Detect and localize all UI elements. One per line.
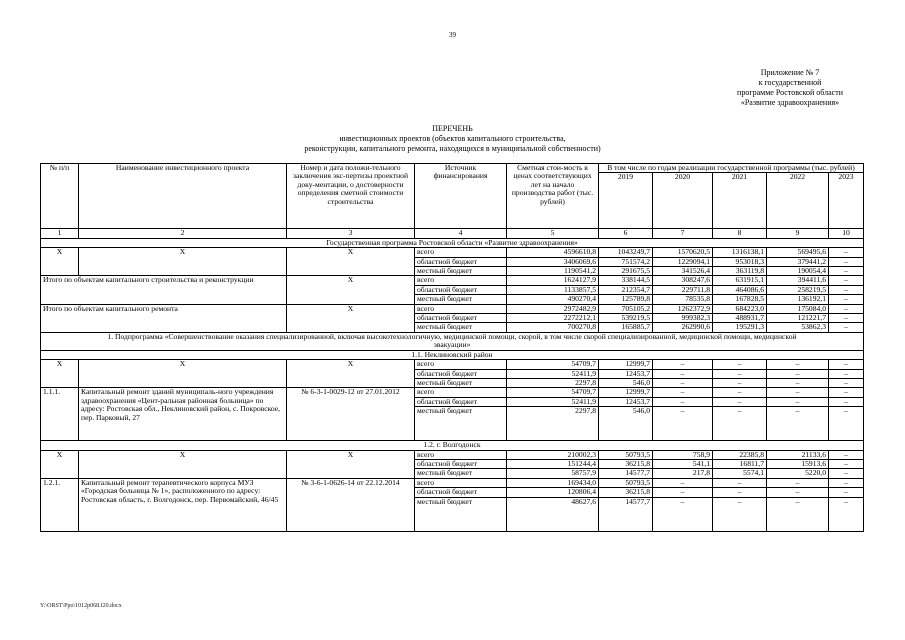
value-cell: – bbox=[767, 369, 829, 378]
value-cell: – bbox=[713, 478, 767, 487]
value-cell: 5220,0 bbox=[767, 469, 829, 478]
value-cell: 2972482,9 bbox=[507, 304, 599, 313]
col-number: 4 bbox=[415, 229, 507, 238]
source-cell: местный бюджет bbox=[415, 497, 507, 531]
value-cell: 53862,3 bbox=[767, 323, 829, 332]
header-name: Наименование инвестиционного проекта bbox=[79, 164, 287, 229]
header-expertise: Номер и дата положи-тельного заключения экс-пертизы проектной доку-ментации, о достоверности определения сметной стоимости строительства bbox=[287, 164, 415, 229]
value-cell: – bbox=[767, 397, 829, 406]
value-cell: 12999,7 bbox=[599, 360, 653, 369]
table-row bbox=[41, 276, 864, 285]
value-cell: 758,9 bbox=[653, 450, 713, 459]
value-cell: – bbox=[767, 378, 829, 387]
source-cell: местный бюджет bbox=[415, 323, 507, 332]
source-cell: областной бюджет bbox=[415, 314, 507, 323]
value-cell: 546,0 bbox=[599, 378, 653, 387]
value-cell: 22385,8 bbox=[713, 450, 767, 459]
value-cell: – bbox=[829, 478, 864, 487]
value-cell: – bbox=[829, 323, 864, 332]
value-cell: 363119,8 bbox=[713, 267, 767, 276]
value-cell: 999382,3 bbox=[653, 314, 713, 323]
value-cell: 2272212,1 bbox=[507, 314, 599, 323]
header-year: 2022 bbox=[767, 173, 829, 229]
source-cell: местный бюджет bbox=[415, 469, 507, 478]
project-name: Капитальный ремонт терапевтического корпуса МУЗ «Городская больница № 1», расположенного по адресу: Ростовская область, г. Волгодонск, пер. Первомайский, 46/45 bbox=[79, 478, 287, 531]
document-title bbox=[0, 124, 905, 154]
value-cell: 4596610,8 bbox=[507, 248, 599, 257]
value-cell: 50793,5 bbox=[599, 450, 653, 459]
value-cell: – bbox=[653, 407, 713, 441]
value-cell: 151244,4 bbox=[507, 459, 599, 468]
value-cell: – bbox=[829, 257, 864, 266]
program-title: Государственная программа Ростовской области «Развитие здравоохранения» bbox=[41, 238, 864, 247]
value-cell: 488931,7 bbox=[713, 314, 767, 323]
value-cell: – bbox=[829, 407, 864, 441]
value-cell: – bbox=[713, 407, 767, 441]
value-cell: 394411,6 bbox=[767, 276, 829, 285]
source-cell: областной бюджет bbox=[415, 257, 507, 266]
source-cell: всего bbox=[415, 450, 507, 459]
value-cell: 2297,8 bbox=[507, 378, 599, 387]
value-cell: – bbox=[829, 248, 864, 257]
value-cell: 52411,9 bbox=[507, 397, 599, 406]
value-cell: 212354,7 bbox=[599, 285, 653, 294]
value-cell: 136192,1 bbox=[767, 295, 829, 304]
project-num: 1.2.1. bbox=[41, 478, 79, 531]
source-cell: всего bbox=[415, 360, 507, 369]
x-cell: Х bbox=[287, 304, 415, 332]
value-cell: 21133,6 bbox=[767, 450, 829, 459]
column-numbers-row bbox=[41, 229, 864, 238]
header-by-years: В том числе по годам реализации государственной программы (тыс. рублей) bbox=[599, 164, 864, 173]
source-cell: всего bbox=[415, 478, 507, 487]
value-cell: – bbox=[829, 369, 864, 378]
x-cell: Х bbox=[79, 450, 287, 478]
value-cell: 16811,7 bbox=[713, 459, 767, 468]
projects-table bbox=[40, 163, 864, 532]
value-cell: 125789,8 bbox=[599, 295, 653, 304]
value-cell: 54709,7 bbox=[507, 360, 599, 369]
value-cell: 1190541,2 bbox=[507, 267, 599, 276]
district-title: 1.2. г. Волгодонск bbox=[41, 441, 864, 450]
value-cell: 490270,4 bbox=[507, 295, 599, 304]
value-cell: – bbox=[713, 397, 767, 406]
value-cell: – bbox=[713, 360, 767, 369]
header-source: Источник финансирования bbox=[415, 164, 507, 229]
col-number: 5 bbox=[507, 229, 599, 238]
col-number: 3 bbox=[287, 229, 415, 238]
source-cell: местный бюджет bbox=[415, 378, 507, 387]
project-name: Капитальный ремонт зданий муниципаль-ного учреждения здравоохранения «Цент-ральная районная больница» по адресу: Ростовская обл., Неклиновский район, с. Покровское, пер. Парковый, 27 bbox=[79, 388, 287, 441]
col-number: 10 bbox=[829, 229, 864, 238]
title-main: ПЕРЕЧЕНЬ bbox=[432, 124, 473, 133]
value-cell: 169434,0 bbox=[507, 478, 599, 487]
value-cell: 291675,5 bbox=[599, 267, 653, 276]
source-cell: областной бюджет bbox=[415, 285, 507, 294]
value-cell: 165885,7 bbox=[599, 323, 653, 332]
page-number: 39 bbox=[449, 31, 456, 39]
x-cell: Х bbox=[287, 450, 415, 478]
value-cell: 464086,6 bbox=[713, 285, 767, 294]
value-cell: – bbox=[829, 378, 864, 387]
value-cell: 15913,6 bbox=[767, 459, 829, 468]
value-cell: 631915,1 bbox=[713, 276, 767, 285]
value-cell: – bbox=[829, 450, 864, 459]
value-cell: 1229094,1 bbox=[653, 257, 713, 266]
value-cell: 705105,2 bbox=[599, 304, 653, 313]
value-cell: 569495,6 bbox=[767, 248, 829, 257]
project-expertise: № 3-6-1-0626-14 от 22.12.2014 bbox=[287, 478, 415, 531]
value-cell: 229711,8 bbox=[653, 285, 713, 294]
value-cell: – bbox=[829, 488, 864, 497]
x-cell: Х bbox=[287, 276, 415, 304]
value-cell: 341526,4 bbox=[653, 267, 713, 276]
value-cell: 195291,3 bbox=[713, 323, 767, 332]
value-cell: – bbox=[653, 369, 713, 378]
value-cell: 1624127,9 bbox=[507, 276, 599, 285]
value-cell: 14577,7 bbox=[599, 497, 653, 531]
header-year: 2020 bbox=[653, 173, 713, 229]
header-cost: Сметная стои-мость в ценах соответствующих лет на начало производства работ (тыс. рублей) bbox=[507, 164, 599, 229]
col-number: 2 bbox=[79, 229, 287, 238]
value-cell: 36215,8 bbox=[599, 459, 653, 468]
source-cell: областной бюджет bbox=[415, 459, 507, 468]
value-cell: – bbox=[713, 369, 767, 378]
value-cell: 48627,6 bbox=[507, 497, 599, 531]
value-cell: 12453,7 bbox=[599, 397, 653, 406]
value-cell: 684223,0 bbox=[713, 304, 767, 313]
table-row bbox=[41, 388, 864, 397]
header-year: 2019 bbox=[599, 173, 653, 229]
value-cell: 175084,0 bbox=[767, 304, 829, 313]
value-cell: – bbox=[829, 276, 864, 285]
value-cell: – bbox=[653, 478, 713, 487]
x-cell: Х bbox=[287, 248, 415, 276]
value-cell: – bbox=[653, 378, 713, 387]
value-cell: 1133857,5 bbox=[507, 285, 599, 294]
source-cell: областной бюджет bbox=[415, 369, 507, 378]
x-cell: Х bbox=[41, 450, 79, 478]
capital-total-label: Итого по объектам капитального строительства и реконструкции bbox=[41, 276, 287, 304]
value-cell: – bbox=[653, 488, 713, 497]
section-row bbox=[41, 441, 864, 450]
value-cell: 262990,6 bbox=[653, 323, 713, 332]
file-path-footer: Y:\ORST\Ppo\1012p068.f20.docx bbox=[40, 603, 122, 609]
value-cell: – bbox=[653, 360, 713, 369]
col-number: 7 bbox=[653, 229, 713, 238]
col-number: 9 bbox=[767, 229, 829, 238]
value-cell: 953018,3 bbox=[713, 257, 767, 266]
appendix-line: «Развитие здравоохранения» bbox=[740, 98, 840, 107]
project-expertise: № 6-3-1-0029-12 от 27.01.2012 bbox=[287, 388, 415, 441]
value-cell: – bbox=[829, 459, 864, 468]
value-cell: 3406069,6 bbox=[507, 257, 599, 266]
value-cell: – bbox=[653, 397, 713, 406]
project-num: 1.1.1. bbox=[41, 388, 79, 441]
value-cell: – bbox=[829, 267, 864, 276]
table-row bbox=[41, 360, 864, 369]
value-cell: – bbox=[829, 388, 864, 397]
value-cell: – bbox=[713, 488, 767, 497]
value-cell: 36215,8 bbox=[599, 488, 653, 497]
value-cell: – bbox=[829, 295, 864, 304]
value-cell: – bbox=[767, 497, 829, 531]
appendix-line: к государственной bbox=[758, 78, 822, 87]
table-row bbox=[41, 248, 864, 257]
value-cell: – bbox=[653, 388, 713, 397]
value-cell: 308247,6 bbox=[653, 276, 713, 285]
col-number: 6 bbox=[599, 229, 653, 238]
value-cell: 167828,5 bbox=[713, 295, 767, 304]
col-number: 1 bbox=[41, 229, 79, 238]
header-year: 2023 bbox=[829, 173, 864, 229]
col-number: 8 bbox=[713, 229, 767, 238]
value-cell: – bbox=[829, 304, 864, 313]
value-cell: – bbox=[829, 497, 864, 531]
value-cell: 541,1 bbox=[653, 459, 713, 468]
district-title: 1.1. Неклиновский район bbox=[41, 350, 864, 359]
value-cell: 58757,9 bbox=[507, 469, 599, 478]
value-cell: 751574,2 bbox=[599, 257, 653, 266]
source-cell: всего bbox=[415, 388, 507, 397]
value-cell: 379441,2 bbox=[767, 257, 829, 266]
value-cell: 210002,3 bbox=[507, 450, 599, 459]
value-cell: 121221,7 bbox=[767, 314, 829, 323]
value-cell: 120806,4 bbox=[507, 488, 599, 497]
value-cell: 54709,7 bbox=[507, 388, 599, 397]
value-cell: – bbox=[767, 478, 829, 487]
value-cell: 700270,8 bbox=[507, 323, 599, 332]
x-cell: Х bbox=[79, 360, 287, 388]
value-cell: – bbox=[829, 285, 864, 294]
source-cell: областной бюджет bbox=[415, 488, 507, 497]
value-cell: 1043249,7 bbox=[599, 248, 653, 257]
value-cell: 217,8 bbox=[653, 469, 713, 478]
source-cell: местный бюджет bbox=[415, 407, 507, 441]
header-year: 2021 bbox=[713, 173, 767, 229]
value-cell: 12453,7 bbox=[599, 369, 653, 378]
appendix-line: программе Ростовской области bbox=[737, 88, 843, 97]
source-cell: областной бюджет bbox=[415, 397, 507, 406]
x-cell: Х bbox=[41, 360, 79, 388]
value-cell: – bbox=[829, 314, 864, 323]
value-cell: – bbox=[713, 388, 767, 397]
value-cell: – bbox=[767, 388, 829, 397]
value-cell: 78535,8 bbox=[653, 295, 713, 304]
repair-total-label: Итого по объектам капитального ремонта bbox=[41, 304, 287, 332]
x-cell: Х bbox=[79, 248, 287, 276]
value-cell: 1262372,9 bbox=[653, 304, 713, 313]
source-cell: всего bbox=[415, 304, 507, 313]
header-num: № п/п bbox=[41, 164, 79, 229]
value-cell: – bbox=[829, 360, 864, 369]
value-cell: 14577,7 bbox=[599, 469, 653, 478]
appendix-block bbox=[737, 68, 843, 108]
value-cell: 258219,5 bbox=[767, 285, 829, 294]
title-line: реконструкции, капитального ремонта, находящихся в муниципальной собственности) bbox=[304, 144, 601, 153]
subprogram-title: 1. Подпрограмма «Совершенствование оказания специализированной, включая высокотехнологичную, медицинской помощи, скорой, в том числе скорой специализированной, медицинской помощи, медицинской эвакуации» bbox=[41, 332, 864, 350]
value-cell: – bbox=[767, 360, 829, 369]
value-cell: – bbox=[767, 407, 829, 441]
value-cell: – bbox=[767, 488, 829, 497]
appendix-line: Приложение № 7 bbox=[760, 68, 820, 77]
value-cell: – bbox=[653, 497, 713, 531]
value-cell: 338144,5 bbox=[599, 276, 653, 285]
section-row bbox=[41, 332, 864, 350]
value-cell: – bbox=[713, 378, 767, 387]
source-cell: местный бюджет bbox=[415, 267, 507, 276]
source-cell: всего bbox=[415, 276, 507, 285]
source-cell: всего bbox=[415, 248, 507, 257]
value-cell: 539219,5 bbox=[599, 314, 653, 323]
x-cell: Х bbox=[287, 360, 415, 388]
x-cell: Х bbox=[41, 248, 79, 276]
value-cell: – bbox=[829, 469, 864, 478]
value-cell: 12999,7 bbox=[599, 388, 653, 397]
value-cell: – bbox=[829, 397, 864, 406]
value-cell: 5574,1 bbox=[713, 469, 767, 478]
value-cell: 1316138,1 bbox=[713, 248, 767, 257]
title-line: инвестиционных проектов (объектов капитального строительства, bbox=[339, 134, 566, 143]
value-cell: 190054,4 bbox=[767, 267, 829, 276]
value-cell: 50793,5 bbox=[599, 478, 653, 487]
value-cell: 1570620,5 bbox=[653, 248, 713, 257]
source-cell: местный бюджет bbox=[415, 295, 507, 304]
value-cell: 546,0 bbox=[599, 407, 653, 441]
value-cell: – bbox=[713, 497, 767, 531]
value-cell: 52411,9 bbox=[507, 369, 599, 378]
value-cell: 2297,8 bbox=[507, 407, 599, 441]
